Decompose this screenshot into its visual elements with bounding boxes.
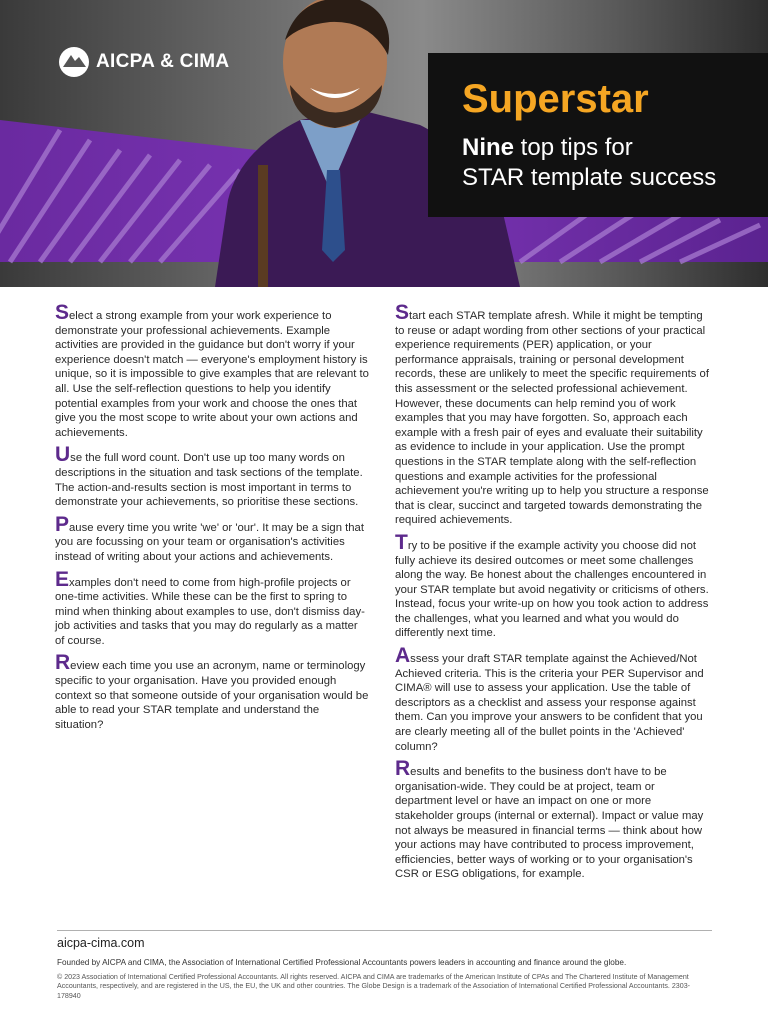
- page-subtitle: [462, 133, 716, 193]
- tip-use: [55, 443, 370, 509]
- tips-column-right: [395, 301, 710, 890]
- tip-initial: R: [395, 757, 411, 781]
- tip-text: ause every time you write 'we' or 'our'. It may be a sign that you are focussing on your team or organisation's activities instead of writing about your actions and achievements.: [55, 521, 364, 563]
- tip-assess: [395, 644, 710, 754]
- tip-text: xamples don't need to come from high-profile projects or one-time activities. While these can be the first to spring to mind when thinking about examples to use, don't dismiss day-job activities and tasks that you may do regularly as a matter of course.: [55, 576, 365, 647]
- tip-results: [395, 757, 710, 882]
- tip-initial: U: [55, 443, 71, 467]
- title-box: [428, 53, 768, 217]
- tip-pause: [55, 512, 370, 565]
- footer-legal-text: © 2023 Association of International Certified Professional Accountants. All rights reserved. AICPA and CIMA are trademarks of the American Institute of CPAs and The Chartered Institute of Management Accountants, respectively, and are registered in the US, the EU, the UK and other countries. The Globe Design is a trademark of the Association of International Certified Professional Accountants. 2303-178940: [57, 973, 691, 1000]
- tips-column-left: [55, 301, 370, 740]
- logo-wordmark: AICPA & CIMA: [96, 51, 230, 72]
- tip-text: eview each time you use an acronym, name or terminology specific to your organisation. Have you provided enough context so that someone outside of your organisation would be able to read your STAR template and understand the situation?: [55, 660, 369, 731]
- tip-text: ssess your draft STAR template against the Achieved/Not Achieved criteria. This is the criteria your PER Supervisor and CIMA® will use to assess your application. Use the table of descriptors as a checklist and assess your response against them. Can you improve your answers to be confident that you are clearly meeting all of the bullet points in the 'Achieved' column?: [395, 653, 704, 753]
- tip-start: [395, 301, 710, 528]
- tip-text: esults and benefits to the business don't have to be organisation-wide. They could be at project, team or department level or have an impact on one or more stakeholder groups (internal or external). Impact or value may not always be measured in financial terms — think about how your actions may have contributed to process improvement, efficiencies, better ways of working or to your organisation's CSR or ESG obligations, for example.: [395, 766, 704, 881]
- tip-select: [55, 301, 370, 440]
- tip-try: [395, 530, 710, 641]
- tip-initial: R: [55, 651, 71, 675]
- tip-initial: P: [55, 512, 70, 536]
- tip-initial: A: [395, 644, 411, 668]
- tip-initial: S: [395, 301, 410, 324]
- footer-founded-text: Founded by AICPA and CIMA, the Association of International Certified Professional Accountants powers leaders in accounting and finance around the globe.: [57, 958, 627, 967]
- tip-initial: E: [55, 567, 70, 591]
- footer-divider: [57, 930, 712, 931]
- footer: [57, 930, 712, 1001]
- tip-text: se the full word count. Don't use up too many words on descriptions in the situation and task sections of the template. The action-and-results section is most important in terms to demonstrate your achievements, so prioritise these sections.: [55, 452, 363, 509]
- tip-text: tart each STAR template afresh. While it might be tempting to reuse or adapt wording from other sections of your practical experience requirements (PER) application, or your performance appraisals, training or personal development records, these are unlikely to meet the specific requirements of this assessment or the selected professional achievement. However, these documents can help remind you of work examples that you may have forgotten. So, approach each example with a fresh pair of eyes and evaluate their suitability as evidence to include in your application. Use the prompt questions in the STAR template along with the self-reflection questions and example activities for the professional achievement you're writing up to help you structure a response that is clear, succinct and targeted towards demonstrating the required achievements.: [395, 310, 709, 527]
- aicpa-cima-logo: [58, 46, 229, 78]
- footer-url-link[interactable]: aicpa-cima.com: [57, 936, 145, 950]
- tip-text: elect a strong example from your work experience to demonstrate your professional achievements. Example activities are provided in the guidance but don't worry if your experience doesn't match — everyone's employment history is unique, so it is impossible to give examples that are relevant to all. Use the self-reflection questions to help you identify potential examples from your work and choose the ones that give you the most scope to write about your own actions and achievements.: [55, 310, 369, 439]
- page-title: Superstar: [462, 77, 649, 121]
- hero-banner: [0, 0, 768, 287]
- subtitle-rest: top tips for: [514, 134, 633, 161]
- tip-examples: [55, 567, 370, 649]
- tip-initial: S: [55, 301, 70, 324]
- subtitle-bold: Nine: [462, 134, 515, 161]
- tip-review: [55, 651, 370, 732]
- globe-logo-icon: [58, 46, 90, 78]
- tip-text: ry to be positive if the example activity you choose did not fully achieve its desired outcomes or meet some challenges along the way. Be honest about the challenges encountered in your STAR template but avoid negativity or criticisms of others. Instead, focus your write-up on how you took action to address the challenges, what you learned and what you would do differently next time.: [395, 539, 709, 640]
- subtitle-line2: STAR template success: [462, 164, 717, 191]
- tip-initial: T: [395, 530, 408, 554]
